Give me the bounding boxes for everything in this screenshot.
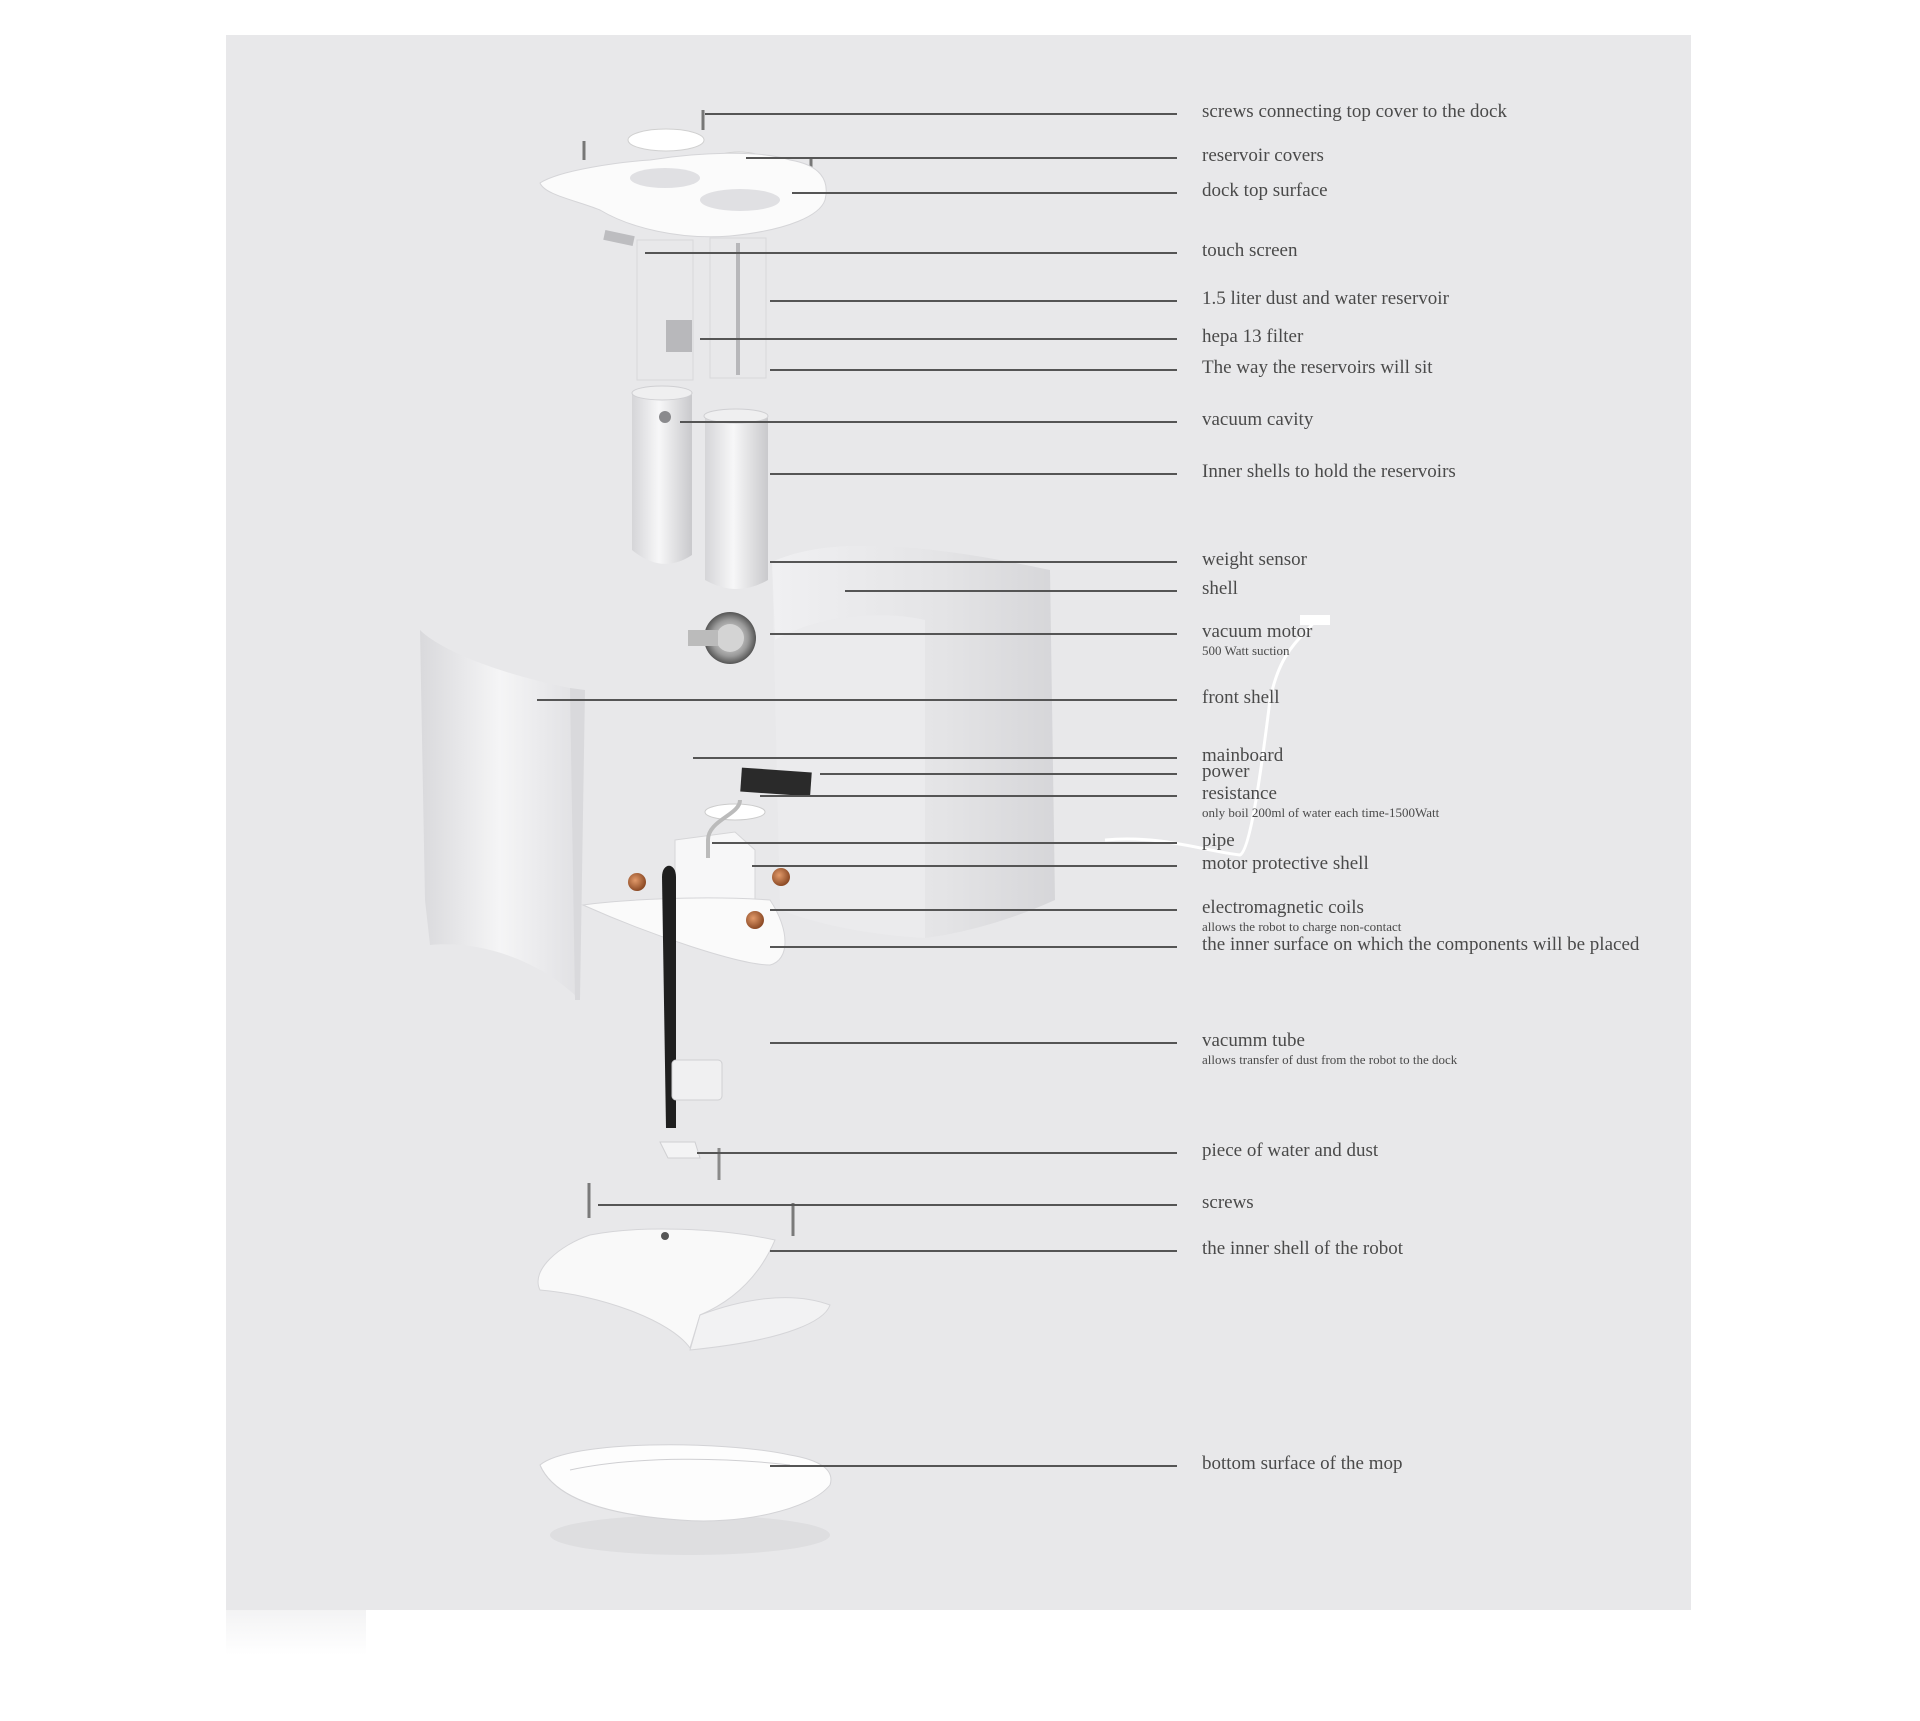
label-text-inner-shells: Inner shells to hold the reservoirs <box>1202 461 1456 482</box>
coil-1 <box>628 873 646 891</box>
mainboard-part <box>740 768 812 797</box>
main-shell-part <box>772 546 1055 938</box>
label-inner-surface <box>1202 935 1639 955</box>
reservoir-left <box>637 240 693 380</box>
label-touch-screen <box>1202 241 1297 261</box>
label-reservoir-covers <box>1202 146 1324 166</box>
label-text-inner-surface: the inner surface on which the components will be placed <box>1202 934 1640 955</box>
dock-top-surface-part <box>540 153 826 237</box>
label-water-dust-piece <box>1202 1141 1378 1161</box>
vacuum-motor-part <box>688 612 756 664</box>
label-reservoir <box>1202 289 1449 309</box>
label-vacuum-cavity <box>1202 410 1313 430</box>
label-text-shell: shell <box>1202 578 1238 599</box>
label-inner-shells <box>1202 462 1456 482</box>
top-hole-2 <box>700 189 780 211</box>
label-text-reservoir-way: The way the reservoirs will sit <box>1202 357 1433 378</box>
label-text-motor-protective-shell: motor protective shell <box>1202 853 1369 874</box>
label-electromagnetic-coils <box>1202 898 1401 934</box>
label-text-mop-bottom: bottom surface of the mop <box>1202 1453 1403 1474</box>
label-text-screws: screws <box>1202 1192 1254 1213</box>
label-text-weight-sensor: weight sensor <box>1202 549 1308 570</box>
reservoir-cover-part <box>628 129 704 151</box>
hepa-filter-part <box>666 320 692 352</box>
label-text-front-shell: front shell <box>1202 687 1280 708</box>
touch-screen-part <box>603 230 634 246</box>
label-text-reservoir-covers: reservoir covers <box>1202 145 1324 166</box>
label-dock-top-surface <box>1202 181 1328 201</box>
label-subtext-resistance: only boil 200ml of water each time-1500Watt <box>1202 805 1440 820</box>
coil-2 <box>772 868 790 886</box>
label-mop-bottom <box>1202 1454 1403 1474</box>
label-weight-sensor <box>1202 550 1307 570</box>
robot-inner-shell-part <box>538 1229 830 1350</box>
mop-bottom-part <box>540 1445 831 1555</box>
label-front-shell <box>1202 688 1280 708</box>
label-text-hepa-filter: hepa 13 filter <box>1202 326 1304 347</box>
label-text-robot-inner-shell: the inner shell of the robot <box>1202 1238 1404 1259</box>
label-text-dock-top-surface: dock top surface <box>1202 180 1328 201</box>
label-vacuum-tube <box>1202 1031 1457 1067</box>
label-screws <box>1202 1193 1254 1213</box>
front-shell-part <box>420 630 585 1000</box>
inner-surface-part <box>583 898 785 965</box>
label-text-touch-screen: touch screen <box>1202 240 1298 261</box>
label-subtext-vacuum-tube: allows transfer of dust from the robot to the dock <box>1202 1052 1458 1067</box>
label-text-vacuum-cavity: vacuum cavity <box>1202 409 1314 430</box>
coil-3 <box>746 911 764 929</box>
label-resistance <box>1202 784 1439 820</box>
label-motor-protective-shell <box>1202 854 1369 874</box>
vacuum-tube-cap <box>672 1060 722 1100</box>
label-power <box>1202 762 1249 782</box>
label-text-reservoir: 1.5 liter dust and water reservoir <box>1202 288 1449 309</box>
label-text-resistance: resistance <box>1202 783 1277 804</box>
label-vacuum-motor <box>1202 622 1312 658</box>
label-subtext-electromagnetic-coils: allows the robot to charge non-contact <box>1202 919 1402 934</box>
label-pipe <box>1202 831 1235 851</box>
label-top-cover-screws <box>1202 102 1507 122</box>
label-subtext-vacuum-motor: 500 Watt suction <box>1202 643 1290 658</box>
inner-shells-part <box>632 386 768 589</box>
label-text-electromagnetic-coils: electromagnetic coils <box>1202 897 1364 918</box>
label-text-power: power <box>1202 761 1250 782</box>
label-text-mainboard: mainboard <box>1202 745 1284 766</box>
label-reservoir-way <box>1202 358 1433 378</box>
label-text-top-cover-screws: screws connecting top cover to the dock <box>1202 101 1507 122</box>
screws-part <box>589 1183 793 1236</box>
water-dust-piece-part <box>660 1142 700 1158</box>
label-robot-inner-shell <box>1202 1239 1403 1259</box>
label-text-water-dust-piece: piece of water and dust <box>1202 1140 1379 1161</box>
label-hepa-filter <box>1202 327 1303 347</box>
label-text-vacuum-tube: vacumm tube <box>1202 1030 1305 1051</box>
label-shell <box>1202 579 1238 599</box>
top-hole-1 <box>630 168 700 188</box>
label-text-pipe: pipe <box>1202 830 1235 851</box>
label-text-vacuum-motor: vacuum motor <box>1202 621 1313 642</box>
